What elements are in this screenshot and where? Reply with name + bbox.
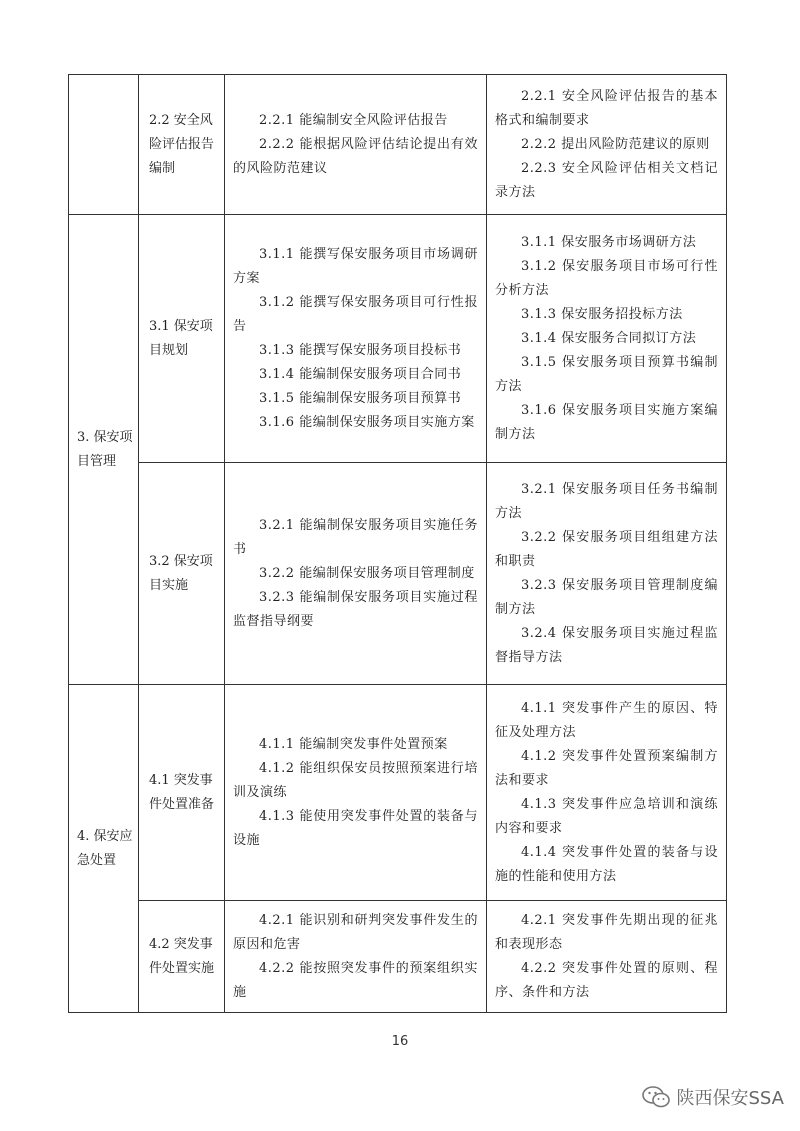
subcategory-cell: 4.1 突发事件处置准备 [139, 685, 225, 901]
knowledge-cell [487, 463, 727, 685]
skill-item: 3.2.3 能编制保安服务项目实施过程监督指导纲要 [233, 589, 478, 629]
skill-item: 3.1.1 能撰写保安服务项目市场调研方案 [233, 246, 478, 286]
knowledge-item: 3.2.2 保安服务项目组组建方法和职责 [495, 529, 718, 569]
knowledge-item: 2.2.1 安全风险评估报告的基本格式和编制要求 [495, 88, 718, 128]
knowledge-cell [487, 75, 727, 215]
knowledge-cell [487, 215, 727, 463]
skills-cell [225, 215, 487, 463]
skills-cell [225, 901, 487, 1013]
knowledge-cell [487, 685, 727, 901]
table-row [69, 75, 727, 215]
knowledge-item: 3.1.3 保安服务招投标方法 [521, 306, 683, 322]
skills-cell [225, 75, 487, 215]
knowledge-item: 3.1.5 保安服务项目预算书编制方法 [495, 354, 718, 394]
page-number: 16 [391, 1034, 409, 1049]
knowledge-item: 3.2.4 保安服务项目实施过程监督指导方法 [495, 625, 718, 665]
curriculum-table [68, 74, 727, 1013]
watermark [641, 1084, 785, 1110]
skills-cell [225, 685, 487, 901]
skill-item: 4.1.2 能组织保安员按照预案进行培训及演练 [233, 760, 478, 800]
subcategory-cell: 3.1 保安项目规划 [139, 215, 225, 463]
knowledge-item: 4.2.2 突发事件处置的原则、程序、条件和方法 [495, 960, 718, 1000]
wechat-icon [641, 1084, 671, 1110]
skill-item: 4.1.1 能编制突发事件处置预案 [259, 736, 448, 752]
knowledge-item: 3.1.1 保安服务市场调研方法 [521, 234, 697, 250]
subcategory-cell: 3.2 保安项目实施 [139, 463, 225, 685]
skill-item: 4.1.3 能使用突发事件处置的装备与设施 [233, 808, 478, 848]
skill-item: 4.2.1 能识别和研判突发事件发生的原因和危害 [233, 912, 478, 952]
skill-item: 3.1.2 能撰写保安服务项目可行性报告 [233, 294, 478, 334]
knowledge-cell [487, 901, 727, 1013]
skill-item: 2.2.1 能编制安全风险评估报告 [259, 112, 448, 128]
knowledge-item: 4.1.2 突发事件处置预案编制方法和要求 [495, 748, 718, 788]
table-row [69, 215, 727, 463]
knowledge-item: 4.1.4 突发事件处置的装备与设施的性能和使用方法 [495, 844, 718, 884]
knowledge-item: 4.1.3 突发事件应急培训和演练内容和要求 [495, 796, 718, 836]
knowledge-item: 4.2.1 突发事件先期出现的征兆和表现形态 [495, 912, 718, 952]
knowledge-item: 3.1.4 保安服务合同拟订方法 [521, 330, 697, 346]
knowledge-item: 3.1.2 保安服务项目市场可行性分析方法 [495, 258, 718, 298]
knowledge-item: 3.1.6 保安服务项目实施方案编制方法 [495, 402, 718, 442]
skill-item: 3.2.2 能编制保安服务项目管理制度 [259, 565, 475, 581]
knowledge-item: 2.2.3 安全风险评估相关文档记录方法 [495, 160, 718, 200]
skill-item: 3.1.4 能编制保安服务项目合同书 [259, 366, 462, 382]
subcategory-cell: 2.2 安全风险评估报告编制 [139, 75, 225, 215]
subcategory-cell: 4.2 突发事件处置实施 [139, 901, 225, 1013]
watermark-text: 陕西保安SSA [676, 1088, 784, 1109]
table-row [69, 685, 727, 901]
skill-item: 3.1.3 能撰写保安服务项目投标书 [259, 342, 462, 358]
table-row [69, 901, 727, 1013]
category-cell [69, 75, 139, 215]
skill-item: 3.1.6 能编制保安服务项目实施方案 [259, 414, 475, 430]
skills-cell [225, 463, 487, 685]
category-cell: 4. 保安应急处置 [69, 685, 139, 1013]
knowledge-item: 3.2.3 保安服务项目管理制度编制方法 [495, 577, 718, 617]
skill-item: 3.2.1 能编制保安服务项目实施任务书 [233, 517, 478, 557]
category-cell: 3. 保安项目管理 [69, 215, 139, 685]
skill-item: 4.2.2 能按照突发事件的预案组织实施 [233, 960, 478, 1000]
knowledge-item: 3.2.1 保安服务项目任务书编制方法 [495, 481, 718, 521]
table-row [69, 463, 727, 685]
knowledge-item: 4.1.1 突发事件产生的原因、特征及处理方法 [495, 700, 718, 740]
skill-item: 3.1.5 能编制保安服务项目预算书 [259, 390, 462, 406]
skill-item: 2.2.2 能根据风险评估结论提出有效的风险防范建议 [233, 136, 478, 176]
knowledge-item: 2.2.2 提出风险防范建议的原则 [521, 136, 710, 152]
